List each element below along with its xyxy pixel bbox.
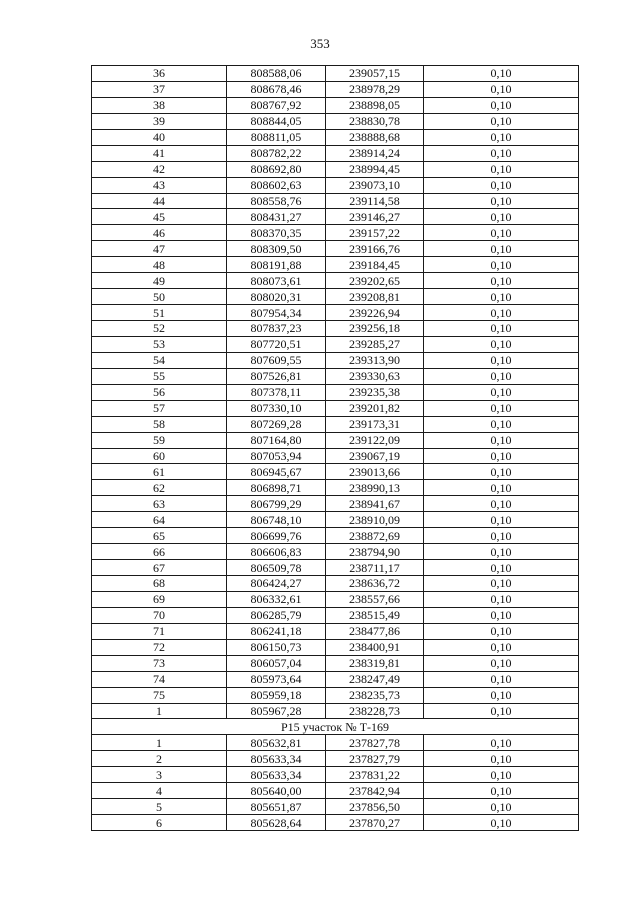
error-cell: 0,10 — [424, 161, 579, 177]
error-cell: 0,10 — [424, 305, 579, 321]
table-row — [92, 703, 579, 719]
table-row — [92, 544, 579, 560]
point-number-cell: 42 — [92, 161, 227, 177]
y-coordinate-cell: 239166,76 — [326, 241, 424, 257]
table-row — [92, 209, 579, 225]
error-cell: 0,10 — [424, 225, 579, 241]
point-number-cell: 63 — [92, 496, 227, 512]
table-row — [92, 512, 579, 528]
error-cell: 0,10 — [424, 783, 579, 799]
point-number-cell: 37 — [92, 81, 227, 97]
point-number-cell: 67 — [92, 560, 227, 576]
table-row — [92, 480, 579, 496]
section-title: Р15 участок № Т-169 — [92, 719, 579, 735]
table-row — [92, 161, 579, 177]
table-row — [92, 639, 579, 655]
point-number-cell: 5 — [92, 799, 227, 815]
x-coordinate-cell: 807269,28 — [227, 416, 326, 432]
x-coordinate-cell: 806241,18 — [227, 623, 326, 639]
x-coordinate-cell: 805640,00 — [227, 783, 326, 799]
x-coordinate-cell: 808692,80 — [227, 161, 326, 177]
y-coordinate-cell: 238990,13 — [326, 480, 424, 496]
y-coordinate-cell: 239313,90 — [326, 352, 424, 368]
x-coordinate-cell: 808602,63 — [227, 177, 326, 193]
y-coordinate-cell: 237870,27 — [326, 815, 424, 831]
point-number-cell: 41 — [92, 145, 227, 161]
point-number-cell: 72 — [92, 639, 227, 655]
x-coordinate-cell: 806424,27 — [227, 576, 326, 592]
y-coordinate-cell: 239184,45 — [326, 257, 424, 273]
x-coordinate-cell: 808020,31 — [227, 289, 326, 305]
error-cell: 0,10 — [424, 209, 579, 225]
coordinates-table — [91, 65, 579, 831]
table-row — [92, 177, 579, 193]
table-row — [92, 81, 579, 97]
error-cell: 0,10 — [424, 735, 579, 751]
table-row — [92, 783, 579, 799]
y-coordinate-cell: 238247,49 — [326, 671, 424, 687]
point-number-cell: 3 — [92, 767, 227, 783]
y-coordinate-cell: 239057,15 — [326, 66, 424, 82]
table-row — [92, 655, 579, 671]
point-number-cell: 59 — [92, 432, 227, 448]
table-row — [92, 767, 579, 783]
x-coordinate-cell: 806898,71 — [227, 480, 326, 496]
y-coordinate-cell: 238557,66 — [326, 591, 424, 607]
table-row — [92, 289, 579, 305]
error-cell: 0,10 — [424, 273, 579, 289]
error-cell: 0,10 — [424, 432, 579, 448]
section-row — [92, 719, 579, 735]
x-coordinate-cell: 805633,34 — [227, 751, 326, 767]
table-row — [92, 735, 579, 751]
point-number-cell: 74 — [92, 671, 227, 687]
y-coordinate-cell: 238477,86 — [326, 623, 424, 639]
table-row — [92, 129, 579, 145]
table-row — [92, 273, 579, 289]
point-number-cell: 55 — [92, 368, 227, 384]
y-coordinate-cell: 238888,68 — [326, 129, 424, 145]
point-number-cell: 54 — [92, 352, 227, 368]
x-coordinate-cell: 807720,51 — [227, 336, 326, 352]
y-coordinate-cell: 238898,05 — [326, 97, 424, 113]
error-cell: 0,10 — [424, 81, 579, 97]
error-cell: 0,10 — [424, 66, 579, 82]
x-coordinate-cell: 805628,64 — [227, 815, 326, 831]
x-coordinate-cell: 808782,22 — [227, 145, 326, 161]
point-number-cell: 61 — [92, 464, 227, 480]
x-coordinate-cell: 805959,18 — [227, 687, 326, 703]
table-row — [92, 799, 579, 815]
y-coordinate-cell: 239114,58 — [326, 193, 424, 209]
point-number-cell: 2 — [92, 751, 227, 767]
x-coordinate-cell: 807378,11 — [227, 384, 326, 400]
error-cell: 0,10 — [424, 528, 579, 544]
table-row — [92, 321, 579, 337]
point-number-cell: 48 — [92, 257, 227, 273]
y-coordinate-cell: 239226,94 — [326, 305, 424, 321]
point-number-cell: 51 — [92, 305, 227, 321]
y-coordinate-cell: 237827,78 — [326, 735, 424, 751]
coordinates-table-body — [92, 66, 579, 831]
y-coordinate-cell: 239202,65 — [326, 273, 424, 289]
table-row — [92, 464, 579, 480]
point-number-cell: 68 — [92, 576, 227, 592]
point-number-cell: 64 — [92, 512, 227, 528]
y-coordinate-cell: 238941,67 — [326, 496, 424, 512]
x-coordinate-cell: 807609,55 — [227, 352, 326, 368]
error-cell: 0,10 — [424, 496, 579, 512]
point-number-cell: 38 — [92, 97, 227, 113]
x-coordinate-cell: 806699,76 — [227, 528, 326, 544]
x-coordinate-cell: 806150,73 — [227, 639, 326, 655]
point-number-cell: 71 — [92, 623, 227, 639]
y-coordinate-cell: 238978,29 — [326, 81, 424, 97]
table-row — [92, 448, 579, 464]
y-coordinate-cell: 238515,49 — [326, 607, 424, 623]
error-cell: 0,10 — [424, 464, 579, 480]
table-row — [92, 352, 579, 368]
x-coordinate-cell: 807330,10 — [227, 400, 326, 416]
point-number-cell: 75 — [92, 687, 227, 703]
y-coordinate-cell: 237831,22 — [326, 767, 424, 783]
y-coordinate-cell: 239201,82 — [326, 400, 424, 416]
error-cell: 0,10 — [424, 815, 579, 831]
error-cell: 0,10 — [424, 560, 579, 576]
error-cell: 0,10 — [424, 448, 579, 464]
error-cell: 0,10 — [424, 544, 579, 560]
y-coordinate-cell: 238400,91 — [326, 639, 424, 655]
x-coordinate-cell: 806606,83 — [227, 544, 326, 560]
x-coordinate-cell: 806748,10 — [227, 512, 326, 528]
x-coordinate-cell: 806057,04 — [227, 655, 326, 671]
table-row — [92, 400, 579, 416]
y-coordinate-cell: 239067,19 — [326, 448, 424, 464]
table-row — [92, 257, 579, 273]
error-cell: 0,10 — [424, 289, 579, 305]
table-row — [92, 305, 579, 321]
y-coordinate-cell: 237827,79 — [326, 751, 424, 767]
y-coordinate-cell: 238794,90 — [326, 544, 424, 560]
x-coordinate-cell: 808370,35 — [227, 225, 326, 241]
point-number-cell: 53 — [92, 336, 227, 352]
y-coordinate-cell: 238910,09 — [326, 512, 424, 528]
y-coordinate-cell: 239146,27 — [326, 209, 424, 225]
x-coordinate-cell: 806799,29 — [227, 496, 326, 512]
point-number-cell: 62 — [92, 480, 227, 496]
table-row — [92, 336, 579, 352]
error-cell: 0,10 — [424, 655, 579, 671]
error-cell: 0,10 — [424, 145, 579, 161]
y-coordinate-cell: 238636,72 — [326, 576, 424, 592]
table-row — [92, 560, 579, 576]
point-number-cell: 57 — [92, 400, 227, 416]
y-coordinate-cell: 238830,78 — [326, 113, 424, 129]
y-coordinate-cell: 238914,24 — [326, 145, 424, 161]
point-number-cell: 43 — [92, 177, 227, 193]
error-cell: 0,10 — [424, 352, 579, 368]
error-cell: 0,10 — [424, 751, 579, 767]
x-coordinate-cell: 808811,05 — [227, 129, 326, 145]
x-coordinate-cell: 806285,79 — [227, 607, 326, 623]
error-cell: 0,10 — [424, 687, 579, 703]
error-cell: 0,10 — [424, 607, 579, 623]
point-number-cell: 73 — [92, 655, 227, 671]
point-number-cell: 6 — [92, 815, 227, 831]
page-number: 353 — [310, 36, 330, 51]
table-row — [92, 671, 579, 687]
table-row — [92, 145, 579, 161]
y-coordinate-cell: 238235,73 — [326, 687, 424, 703]
error-cell: 0,10 — [424, 177, 579, 193]
error-cell: 0,10 — [424, 113, 579, 129]
x-coordinate-cell: 808073,61 — [227, 273, 326, 289]
error-cell: 0,10 — [424, 368, 579, 384]
error-cell: 0,10 — [424, 703, 579, 719]
y-coordinate-cell: 238228,73 — [326, 703, 424, 719]
table-row — [92, 576, 579, 592]
table-row — [92, 607, 579, 623]
x-coordinate-cell: 807526,81 — [227, 368, 326, 384]
error-cell: 0,10 — [424, 623, 579, 639]
x-coordinate-cell: 807837,23 — [227, 321, 326, 337]
point-number-cell: 70 — [92, 607, 227, 623]
error-cell: 0,10 — [424, 321, 579, 337]
y-coordinate-cell: 239157,22 — [326, 225, 424, 241]
error-cell: 0,10 — [424, 480, 579, 496]
error-cell: 0,10 — [424, 129, 579, 145]
x-coordinate-cell: 808558,76 — [227, 193, 326, 209]
point-number-cell: 39 — [92, 113, 227, 129]
error-cell: 0,10 — [424, 241, 579, 257]
table-row — [92, 815, 579, 831]
table-row — [92, 623, 579, 639]
point-number-cell: 47 — [92, 241, 227, 257]
error-cell: 0,10 — [424, 591, 579, 607]
table-row — [92, 432, 579, 448]
y-coordinate-cell: 238994,45 — [326, 161, 424, 177]
x-coordinate-cell: 808678,46 — [227, 81, 326, 97]
point-number-cell: 58 — [92, 416, 227, 432]
y-coordinate-cell: 237842,94 — [326, 783, 424, 799]
x-coordinate-cell: 805633,34 — [227, 767, 326, 783]
error-cell: 0,10 — [424, 639, 579, 655]
x-coordinate-cell: 805632,81 — [227, 735, 326, 751]
point-number-cell: 52 — [92, 321, 227, 337]
error-cell: 0,10 — [424, 799, 579, 815]
y-coordinate-cell: 239073,10 — [326, 177, 424, 193]
y-coordinate-cell: 239285,27 — [326, 336, 424, 352]
x-coordinate-cell: 808844,05 — [227, 113, 326, 129]
point-number-cell: 1 — [92, 703, 227, 719]
error-cell: 0,10 — [424, 512, 579, 528]
table-row — [92, 368, 579, 384]
error-cell: 0,10 — [424, 97, 579, 113]
table-row — [92, 66, 579, 82]
x-coordinate-cell: 807053,94 — [227, 448, 326, 464]
error-cell: 0,10 — [424, 416, 579, 432]
table-row — [92, 384, 579, 400]
y-coordinate-cell: 239122,09 — [326, 432, 424, 448]
error-cell: 0,10 — [424, 576, 579, 592]
x-coordinate-cell: 807164,80 — [227, 432, 326, 448]
x-coordinate-cell: 808431,27 — [227, 209, 326, 225]
x-coordinate-cell: 806509,78 — [227, 560, 326, 576]
point-number-cell: 4 — [92, 783, 227, 799]
table-row — [92, 751, 579, 767]
y-coordinate-cell: 239013,66 — [326, 464, 424, 480]
point-number-cell: 36 — [92, 66, 227, 82]
x-coordinate-cell: 805973,64 — [227, 671, 326, 687]
point-number-cell: 50 — [92, 289, 227, 305]
x-coordinate-cell: 808588,06 — [227, 66, 326, 82]
y-coordinate-cell: 239330,63 — [326, 368, 424, 384]
point-number-cell: 46 — [92, 225, 227, 241]
y-coordinate-cell: 238711,17 — [326, 560, 424, 576]
point-number-cell: 44 — [92, 193, 227, 209]
point-number-cell: 60 — [92, 448, 227, 464]
y-coordinate-cell: 239173,31 — [326, 416, 424, 432]
x-coordinate-cell: 805967,28 — [227, 703, 326, 719]
y-coordinate-cell: 239256,18 — [326, 321, 424, 337]
y-coordinate-cell: 239208,81 — [326, 289, 424, 305]
x-coordinate-cell: 808767,92 — [227, 97, 326, 113]
table-row — [92, 496, 579, 512]
point-number-cell: 66 — [92, 544, 227, 560]
error-cell: 0,10 — [424, 193, 579, 209]
table-row — [92, 241, 579, 257]
y-coordinate-cell: 237856,50 — [326, 799, 424, 815]
error-cell: 0,10 — [424, 767, 579, 783]
x-coordinate-cell: 806332,61 — [227, 591, 326, 607]
point-number-cell: 40 — [92, 129, 227, 145]
table-row — [92, 113, 579, 129]
x-coordinate-cell: 805651,87 — [227, 799, 326, 815]
y-coordinate-cell: 238872,69 — [326, 528, 424, 544]
table-row — [92, 193, 579, 209]
error-cell: 0,10 — [424, 384, 579, 400]
y-coordinate-cell: 238319,81 — [326, 655, 424, 671]
x-coordinate-cell: 806945,67 — [227, 464, 326, 480]
point-number-cell: 1 — [92, 735, 227, 751]
point-number-cell: 49 — [92, 273, 227, 289]
error-cell: 0,10 — [424, 671, 579, 687]
error-cell: 0,10 — [424, 257, 579, 273]
table-row — [92, 225, 579, 241]
error-cell: 0,10 — [424, 336, 579, 352]
table-row — [92, 528, 579, 544]
point-number-cell: 65 — [92, 528, 227, 544]
point-number-cell: 56 — [92, 384, 227, 400]
table-row — [92, 687, 579, 703]
y-coordinate-cell: 239235,38 — [326, 384, 424, 400]
table-row — [92, 591, 579, 607]
x-coordinate-cell: 808191,88 — [227, 257, 326, 273]
table-row — [92, 97, 579, 113]
error-cell: 0,10 — [424, 400, 579, 416]
point-number-cell: 69 — [92, 591, 227, 607]
x-coordinate-cell: 808309,50 — [227, 241, 326, 257]
x-coordinate-cell: 807954,34 — [227, 305, 326, 321]
point-number-cell: 45 — [92, 209, 227, 225]
table-row — [92, 416, 579, 432]
